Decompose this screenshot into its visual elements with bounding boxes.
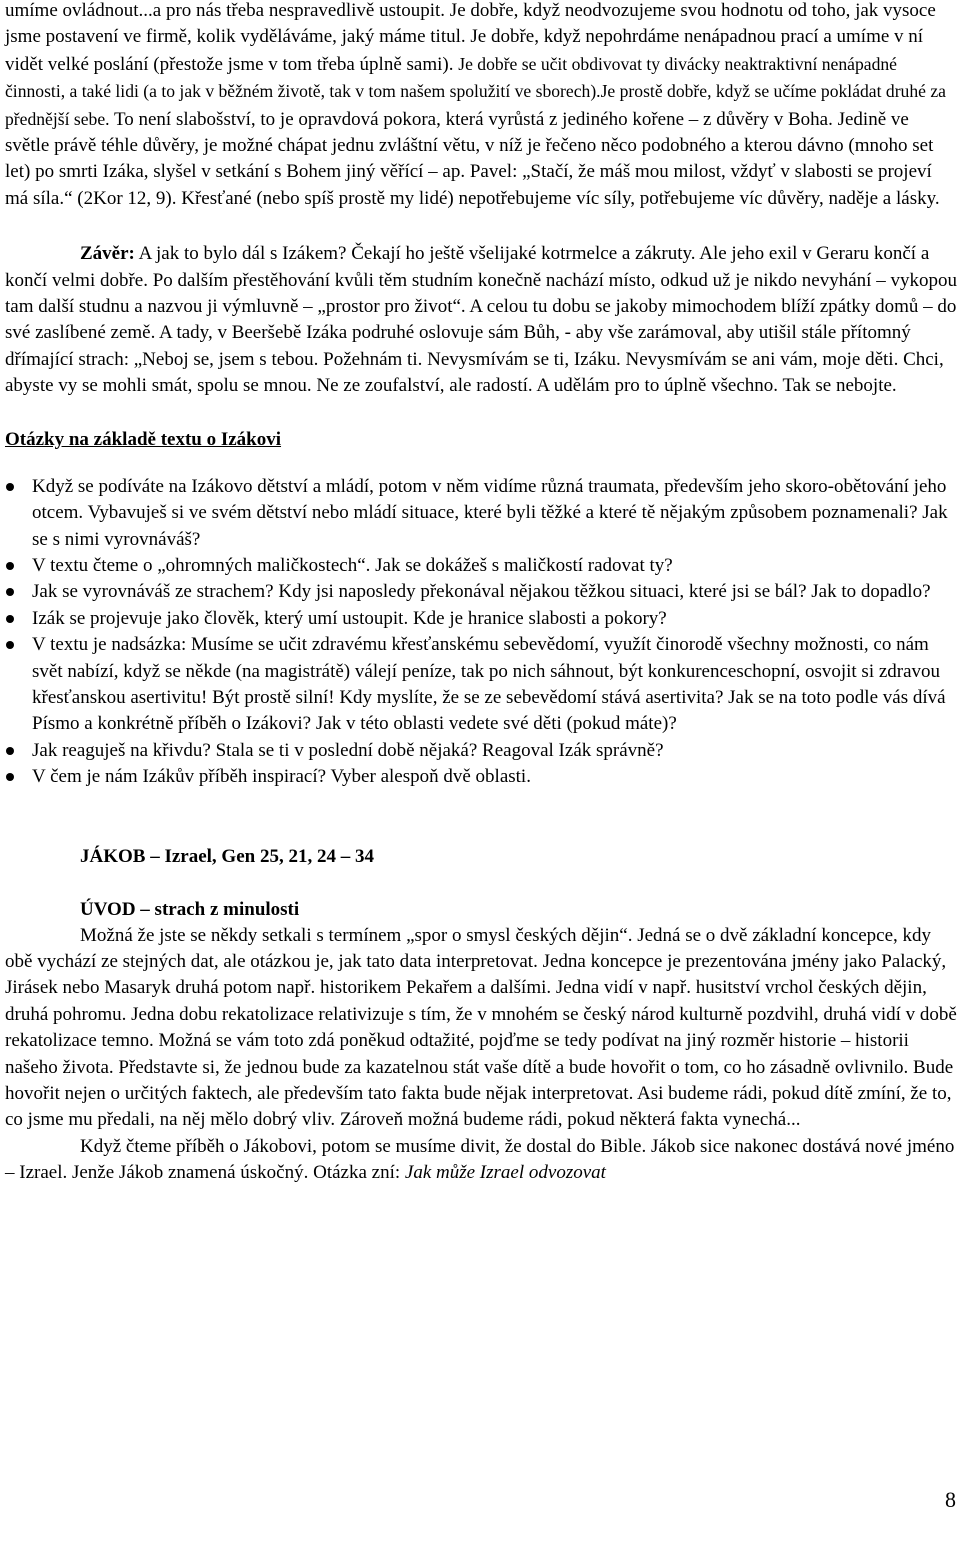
jakob-question-italic: Jak může Izrael odvozovat [404,1162,606,1184]
document-page [5,0,957,1187]
bullet-icon [6,588,14,596]
top-sentence-3: To není slabošství, to je opravdová pokora, která vyrůstá z jediného kořene – z důvěry v Boha. Jedině ve světle právě téhle důvěry, je možné chápat jednu zvláštní větu, v níž je řečeno něco podobného a kterou dávno (mnoho set let) po smrti Izáka, slyšel v setkání s Bohem jiný věřící – ap. Pavel: „Stačí, že máš mou milost, vždyť v slabosti se projeví má síla.“ (2Kor 12, 9). [5,108,934,209]
question-item: V čem je nám Izákův příběh inspirací? Vyber alespoň dvě oblasti. [5,764,957,790]
top-paragraph [5,0,957,212]
question-item: V textu je nadsázka: Musíme se učit zdravému křesťanskému sebevědomí, využít činorodě všechny možnosti, co nám svět nabízí, když se někde (na magistrátě) válejí peníze, tak po nich sáhnout, být konkurenceschopní, osvojit si zdravou křesťanskou asertivitu! Být prostě silní! Kdy myslíte, že se ze sebevědomí stává asertivita? Jak se na toto podle vás dívá Písmo a konkrétně příběh o Izákovi? Jak v této oblasti vedete své děti (pokud máte)? [5,632,957,738]
bullet-icon [6,483,14,491]
top-sentence-2: Je dobře se učit obdivovat ty divácky neaktraktivní nenápadné činnosti, a také lidi (a to jak v běžném životě, tak v tom našem spolužití ve sborech).Je prostě dobře, když se učíme pokládat druhé za přednější sebe. [5,53,946,129]
top-sentence-1: umíme ovládnout...a pro nás třeba nespravedlivě ustoupit. Je dobře, když neodvozujeme svou hodnotu od toho, jak vysoce jsme postavení ve firmě, kolik vyděláváme, jaký máme titul. Je dobře, když nepohrdáme nenápadnou prací a umíme v ní vidět velké poslání (přestože jsme v tom třeba úplně sami). [5,0,936,75]
zaver-text: A jak to bylo dál s Izákem? Čekají ho ještě všelijaké kotrmelce a zákruty. Ale jeho exil v Geraru končí a končí velmi dobře. Po dalším přestěhování kvůli těm studním konečně nachází místo, odkud už je nikdo nevyhání – vykopou tam další studnu a nazvou ji výmluvně – „prostor pro život“. A celou tu dobu se jakoby mimochodem blíží zpátky domů – do své zaslíbené země. A tady, v Beeršebě Izáka podruhé oslovuje sám Bůh, - aby vše zarámoval, aby utišil stále přítomný dřímající strach: „Neboj se, jsem s tebou. Požehnám ti. Nevysmívám se ti, Izáku. Nevysmívám se ani vám, moje děti. Chci, abyste vy se mohli smát, spolu se mnou. Ne ze zoufalství, ale radostí. A udělám pro to úplně všechno. Tak se nebojte. [5,243,957,397]
bullet-icon [6,562,14,570]
question-item: V textu čteme o „ohromných maličkostech“. Jak se dokážeš s maličkostí radovat ty? [5,553,957,579]
top-sentence-4: Křesťané (nebo spíš prostě my lidé) nepotřebujeme víc síly, potřebujeme víc důvěry, naděje a lásky. [181,187,940,209]
bullet-icon [6,747,14,755]
question-item: Izák se projevuje jako člověk, který umí ustoupit. Kde je hranice slabosti a pokory? [5,606,957,632]
bullet-icon [6,615,14,623]
zaver-label: Závěr: [80,243,135,265]
page-number: 8 [945,1487,956,1512]
zaver-paragraph [5,241,957,399]
questions-list [5,474,957,791]
question-item: Jak se vyrovnáváš ze strachem? Kdy jsi naposledy překonával nějakou těžkou situaci, které jsi se bál? Jak to dopadlo? [5,579,957,605]
question-item: Jak reaguješ na křivdu? Stala se ti v poslední době nějaká? Reagoval Izák správně? [5,738,957,764]
bullet-icon [6,773,14,781]
bullet-icon [6,641,14,649]
uvod-heading: ÚVOD – strach z minulosti [80,898,300,920]
jakob-title: JÁKOB – Izrael, Gen 25, 21, 24 – 34 [80,845,374,867]
jakob-paragraph-1: Možná že jste se někdy setkali s termínem „spor o smysl českých dějin“. Jedná se o dvě základní koncepce, kdy obě vychází ze stejných dat, ale otázkou je, jak tato data interpretovat. Jedna koncepce je prezentována jmény jako Palacký, Jirásek nebo Masaryk druhá potom např. historikem Pekařem a dalšími. Jedna vidí v např. husitství vrchol českých dějin, druhá pohromu. Jedna dobu rekatolizace relativizuje s tím, že v mnohém se český národ kulturně pozdvihl, druhá vidí v době rekatolizace temno. Možná se vám toto zdá poněkud odtažité, pojďme se tedy podívat na jiný rozměr historie – historii našeho života. Představte si, že jednou bude za kazatelnou stát vaše dítě a bude hovořit o tom, co ho zásadně ovlivnilo. Bude hovořit nejen o určitých faktech, ale především tato fakta bude nějak interpretovat. Asi budeme rádi, pokud dítě zmíní, že to, co jsme mu předali, na něj mělo dobrý vliv. Zároveň možná budeme rádi, pokud některá fakta vynechá... [5,924,957,1131]
jakob-paragraph-2: Když čteme příběh o Jákobovi, potom se musíme divit, že dostal do Bible. Jákob sice nakonec dostává nové jméno – Izrael. Jenže Jákob znamená úskočný. Otázka zní: Jak může Izrael odvozovat [5,1135,955,1184]
questions-heading: Otázky na základě textu o Izákovi [5,428,282,450]
question-item: Když se podíváte na Izákovo dětství a mládí, potom v něm vidíme různá traumata, především jeho skoro-obětování jeho otcem. Vybavuješ si ve svém dětství nebo mládí situace, které byli těžké a které tě nějakým způsobem poznamenali? Jak se s nimi vyrovnáváš? [5,474,957,553]
